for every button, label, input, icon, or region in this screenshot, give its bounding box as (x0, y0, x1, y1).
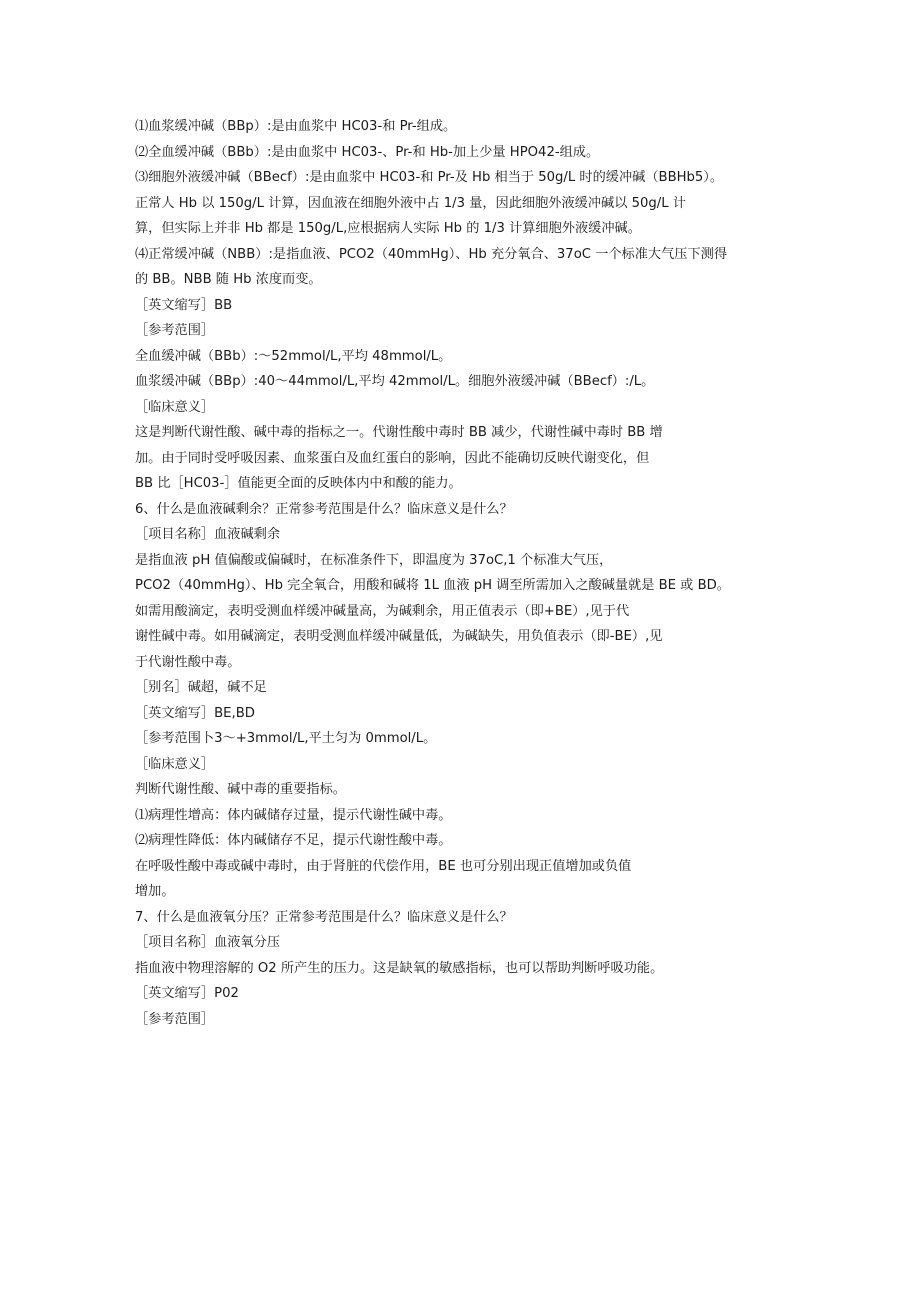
text-line: PCO2（40mmHg）、Hb 完全氧合，用酸和碱将 1L 血液 pH 调至所需加入之酸碱量就是 BE 或 BD。 (135, 578, 730, 593)
document-body (135, 114, 785, 1032)
text-line: 加。由于同时受呼吸因素、血浆蛋白及血红蛋白的影响，因此不能确切反映代谢变化，但 (135, 450, 650, 466)
text-line: 血浆缓冲碱（BBp）:40〜44mmol/L,平均 42mmol/L。细胞外液缓冲碱（BBecf）:/L。 (135, 374, 655, 389)
text-line: ⑵全血缓冲碱（BBb）:是由血浆中 HC03-、Pr-和 Hb-加上少量 HPO42-组成。 (135, 144, 600, 160)
text-line: ⑴病理性增高：体内碱储存过量，提示代谢性碱中毒。 (135, 807, 452, 823)
section-label-clinical-significance: ［临床意义］ (135, 399, 215, 415)
section-label-english-abbr: ［英文缩写］BB (135, 297, 233, 313)
text-line: ⑷正常缓冲碱（NBB）:是指血液、PCO2（40mmHg）、Hb 充分氧合、37oC 一个标准大气压下测得 (135, 246, 728, 262)
text-line: 算，但实际上并非 Hb 都是 150g/L,应根据病人实际 Hb 的 1/3 计算细胞外液缓冲碱。 (135, 221, 641, 236)
section-label-reference-range: ［参考范围］ (135, 323, 215, 338)
text-line: 判断代谢性酸、碱中毒的重要指标。 (135, 782, 346, 797)
text-line: 全血缓冲碱（BBb）:〜52mmol/L,平均 48mmol/L。 (135, 348, 452, 364)
section-label-reference-range: ［参考范围］ (135, 1011, 215, 1027)
text-line: 谢性碱中毒。如用碱滴定，表明受测血样缓冲碱量低，为碱缺失，用负值表示（即-BE）,见 (135, 629, 663, 644)
section-label-english-abbr: ［英文缩写］BE,BD (135, 705, 255, 721)
question-heading: 7、什么是血液氧分压？正常参考范围是什么？临床意义是什么？ (135, 909, 513, 925)
text-line: BB 比［HC03-］值能更全面的反映体内中和酸的能力。 (135, 476, 462, 491)
text-line: 指血液中物理溶解的 O2 所产生的压力。这是缺氧的敏感指标，也可以帮助判断呼吸功能。 (135, 960, 664, 976)
text-line: ⑵病理性降低：体内碱储存不足，提示代谢性酸中毒。 (135, 833, 452, 848)
text-line: ⑴血浆缓冲碱（BBp）:是由血浆中 HC03-和 Pr-组成。 (135, 119, 457, 134)
text-line: 这是判断代谢性酸、碱中毒的指标之一。代谢性酸中毒时 BB 减少，代谢性碱中毒时 BB 增 (135, 425, 663, 440)
section-label-reference-range: ［参考范围卜3〜+3mmol/L,平土匀为 0mmol/L。 (135, 731, 437, 746)
text-line: 在呼吸性酸中毒或碱中毒时，由于肾脏的代偿作用，BE 也可分别出现正值增加或负值 (135, 858, 632, 874)
text-line: 正常人 Hb 以 150g/L 计算，因血液在细胞外液中占 1/3 量，因此细胞外液缓冲碱以 50g/L 计 (135, 195, 686, 211)
text-line: 是指血液 pH 值偏酸或偏碱时，在标准条件下，即温度为 37oC,1 个标准大气压， (135, 552, 613, 568)
text-line: 增加。 (135, 884, 175, 899)
section-label-alias: ［别名］碱超，碱不足 (135, 680, 267, 695)
section-label-english-abbr: ［英文缩写］P02 (135, 986, 239, 1001)
question-heading: 6、什么是血液碱剩余？正常参考范围是什么？临床意义是什么？ (135, 501, 513, 517)
text-line: 如需用酸滴定，表明受测血样缓冲碱量高，为碱剩余，用正值表示（即+BE）,见于代 (135, 603, 630, 619)
section-label-item-name: ［项目名称］血液碱剩余 (135, 527, 281, 542)
text-line: 于代谢性酸中毒。 (135, 654, 241, 670)
section-label-item-name: ［项目名称］血液氧分压 (135, 935, 281, 950)
text-line: 的 BB。NBB 随 Hb 浓度而变。 (135, 272, 322, 287)
text-line: ⑶细胞外液缓冲碱（BBecf）:是由血浆中 HC03-和 Pr-及 Hb 相当于 50g/L 时的缓冲碱（BBHb5）。 (135, 170, 724, 185)
section-label-clinical-significance: ［临床意义］ (135, 756, 215, 772)
